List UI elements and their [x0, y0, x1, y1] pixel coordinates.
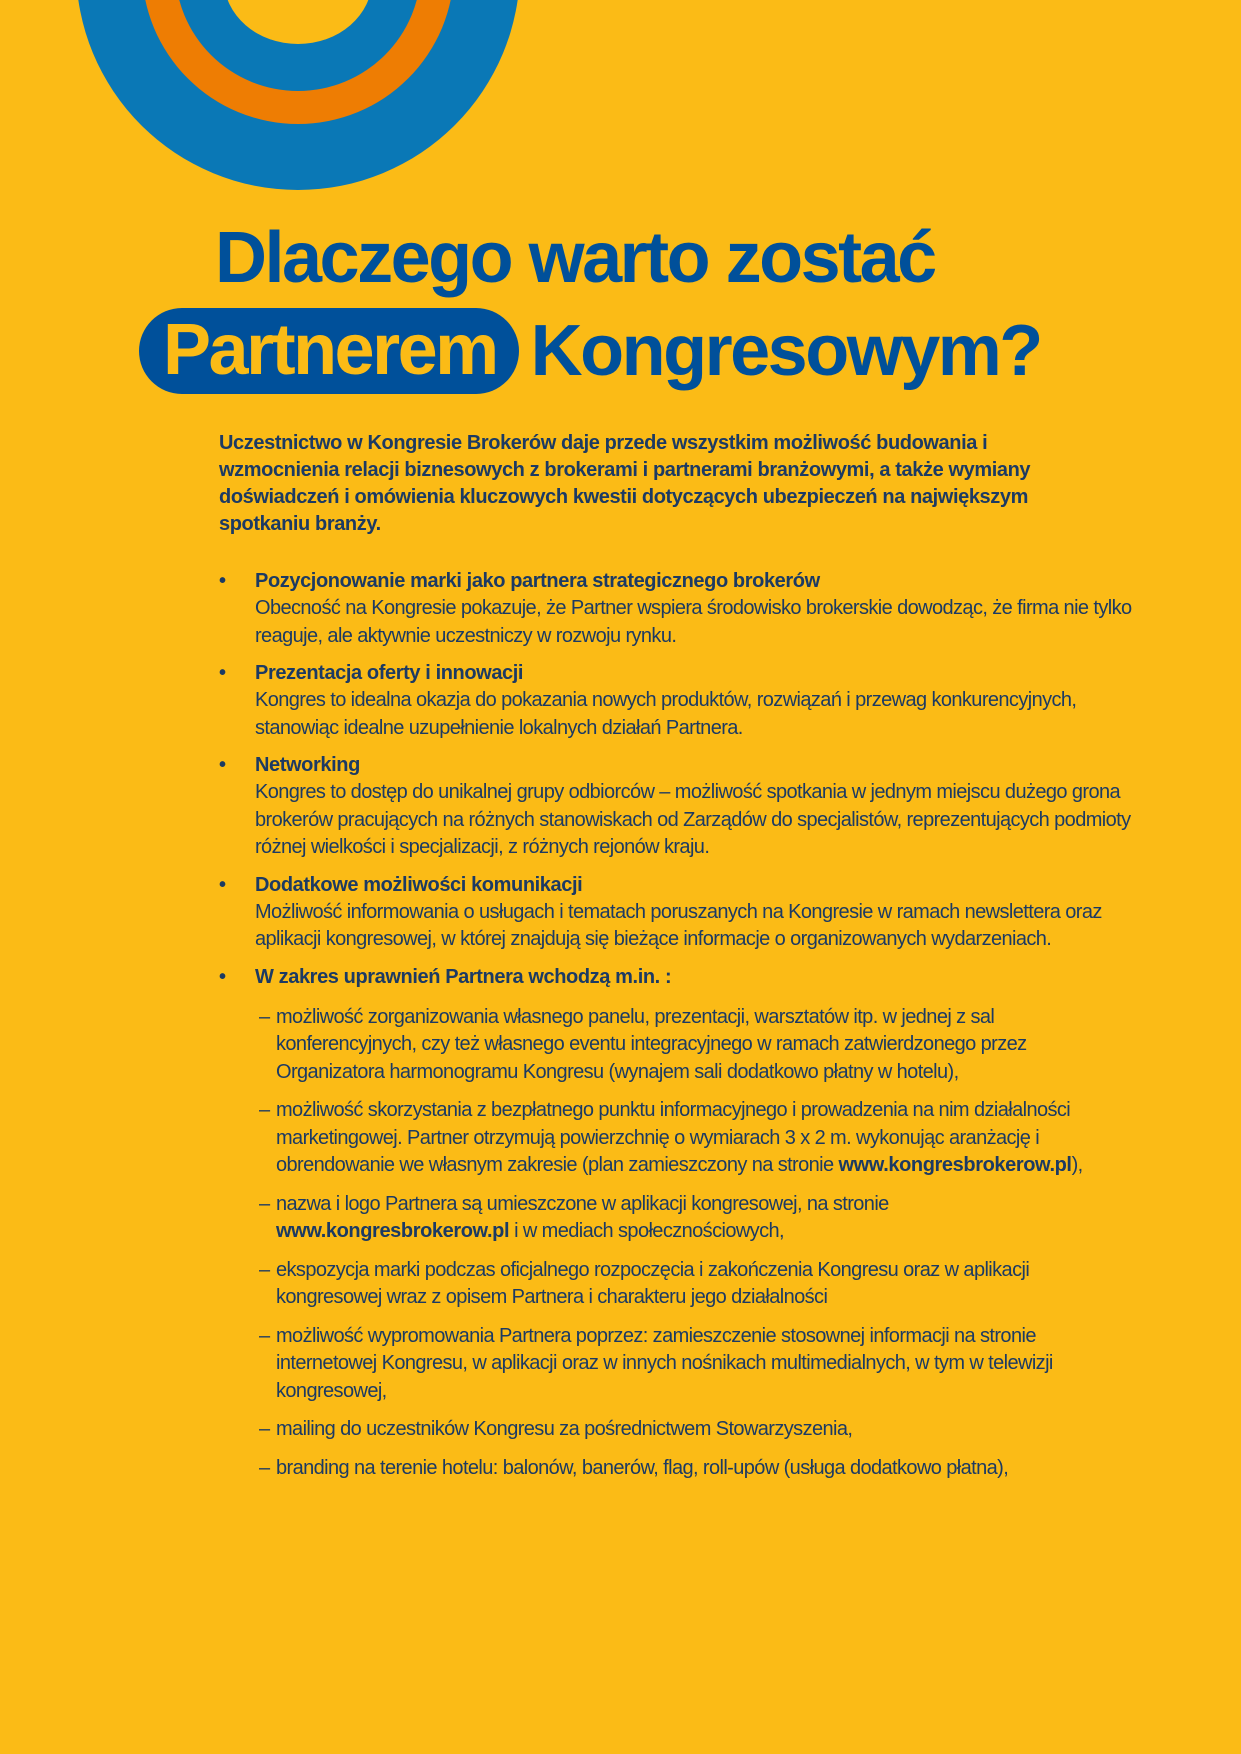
- list-item-text: Możliwość informowania o usługach i tematach poruszanych na Kongresie w ramach newslettera oraz aplikacji kongresowej, w której znajdują się bieżące informacje o organizowanych wydarzeniach.: [255, 900, 1102, 950]
- dash-icon: –: [259, 1192, 270, 1215]
- list-item-text: Kongres to dostęp do unikalnej grupy odbiorców – możliwość spotkania w jednym miejscu dużego grona brokerów pracujących na różnych stanowiskach od Zarządów do specjalistów, reprezentujących podmioty różnej wielkości i specjalizacji, z różnych rejonów kraju.: [255, 781, 1131, 858]
- dash-icon: –: [259, 1324, 270, 1347]
- bullet-icon: •: [219, 662, 227, 684]
- bullet-icon: •: [219, 965, 227, 988]
- bullet-icon: •: [219, 754, 227, 776]
- dash-icon: –: [259, 1456, 270, 1479]
- sub-list-item: [259, 1191, 1139, 1246]
- list-item-text: Obecność na Kongresie pokazuje, że Partner wspiera środowisko brokerskie dowodząc, że firma nie tylko reaguje, ale aktywnie uczestniczy w rozwoju rynku.: [255, 597, 1132, 647]
- list-item: [219, 964, 1139, 1483]
- website-link[interactable]: www.kongresbrokerow.pl: [276, 1220, 510, 1242]
- sub-list-item: [259, 1004, 1139, 1087]
- list-item-title: Prezentacja oferty i innowacji: [255, 662, 524, 684]
- list-item-title: W zakres uprawnień Partnera wchodzą m.in. :: [255, 965, 672, 988]
- website-link[interactable]: www.kongresbrokerow.pl: [838, 1154, 1072, 1176]
- list-item: [219, 660, 1139, 742]
- list-item-title: Dodatkowe możliwości komunikacji: [255, 873, 583, 896]
- sub-item-text: mailing do uczestników Kongresu za pośrednictwem Stowarzyszenia,: [276, 1418, 853, 1440]
- sub-item-text: możliwość wypromowania Partnera poprzez: zamieszczenie stosownej informacji na stronie internetowej Kongresu, w aplikacji oraz w innych nośnikach multimedialnych, w tym w telewizji kongresowej,: [276, 1324, 1053, 1402]
- dash-icon: –: [259, 1099, 270, 1121]
- intro-paragraph: Uczestnictwo w Kongresie Brokerów daje przede wszystkim możliwość budowania i wzmocnienia relacji biznesowych z brokerami i partnerami branżowymi, a także wymiany doświadczeń i omówienia kluczowych kwestii dotyczących ubezpieczeń na największym spotkaniu branży.: [219, 432, 1031, 535]
- page-title-line1: Dlaczego warto zostać: [215, 218, 935, 298]
- sub-list-item: [259, 1097, 1139, 1180]
- sub-list-item: [259, 1455, 1139, 1483]
- benefits-list: [219, 568, 1139, 1493]
- bullet-icon: •: [219, 570, 227, 592]
- list-item-title: Networking: [255, 754, 360, 776]
- title-rest: Kongresowym?: [530, 311, 1041, 391]
- partner-rights-list: [259, 1004, 1139, 1483]
- list-item: [219, 568, 1139, 650]
- list-item-text: Kongres to idealna okazja do pokazania nowych produktów, rozwiązań i przewag konkurencyjnych, stanowiąc idealne uzupełnienie lokalnych działań Partnera.: [255, 689, 1077, 739]
- sub-list-item: [259, 1416, 1139, 1444]
- sub-item-text: ekspozycja marki podczas oficjalnego rozpoczęcia i zakończenia Kongresu oraz w aplikacji kongresowej wraz z opisem Partnera i charakteru jego działalności: [276, 1258, 1030, 1308]
- page-title-line2: [139, 308, 1041, 394]
- sub-item-text: nazwa i logo Partnera są umieszczone w aplikacji kongresowej, na stronie: [276, 1192, 889, 1215]
- sub-item-text-end: i w mediach społecznościowych,: [509, 1220, 784, 1242]
- sub-item-text: możliwość zorganizowania własnego panelu, prezentacji, warsztatów itp. w jednej z sal konferencyjnych, czy też własnego eventu integracyjnego w ramach zatwierdzonego przez Organizatora harmonogramu Kongresu (wynajem sali dodatkowo płatny w hotelu),: [276, 1005, 1027, 1083]
- dash-icon: –: [259, 1418, 270, 1440]
- title-highlight-pill: Partnerem: [139, 308, 519, 394]
- decorative-rings-graphic: [0, 0, 600, 200]
- sub-item-text-end: ),: [1071, 1154, 1083, 1176]
- dash-icon: –: [259, 1005, 270, 1028]
- list-item-title: Pozycjonowanie marki jako partnera strategicznego brokerów: [255, 570, 820, 592]
- sub-item-text: możliwość skorzystania z bezpłatnego punktu informacyjnego i prowadzenia na nim działalności marketingowej. Partner otrzymują powierzchnię o wymiarach 3 x 2 m. wykonując aranżację i obrendowanie we własnym zakresie (plan zamieszczony na stronie: [276, 1099, 1071, 1176]
- dash-icon: –: [259, 1258, 270, 1281]
- bullet-icon: •: [219, 873, 227, 896]
- list-item: [219, 752, 1139, 862]
- list-item: [219, 872, 1139, 954]
- sub-list-item: [259, 1257, 1139, 1312]
- sub-item-text: branding na terenie hotelu: balonów, banerów, flag, roll-upów (usługa dodatkowo płatna),: [276, 1456, 1009, 1479]
- sub-list-item: [259, 1323, 1139, 1406]
